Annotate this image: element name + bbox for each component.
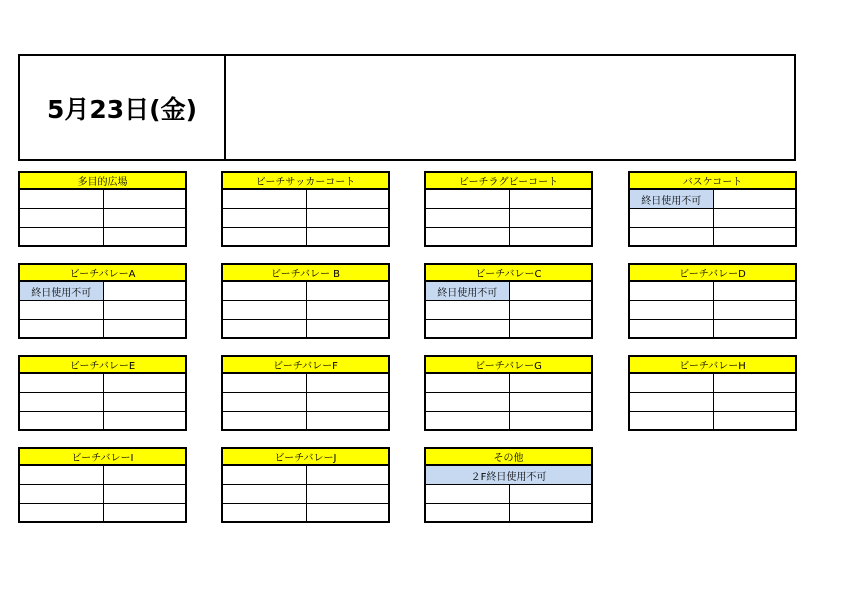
schedule-row [223, 466, 388, 484]
facility-block-beach-volley-f [221, 355, 390, 431]
schedule-cell[interactable] [20, 412, 103, 429]
schedule-row [20, 484, 185, 502]
facility-title: ビーチラグビーコート [426, 173, 591, 190]
facility-block-beach-volley-h [628, 355, 797, 431]
schedule-row [426, 374, 591, 392]
schedule-cell[interactable] [20, 209, 103, 226]
schedule-cell[interactable] [306, 282, 389, 300]
schedule-cell[interactable] [20, 320, 103, 337]
schedule-row [20, 411, 185, 429]
schedule-row [223, 374, 388, 392]
facility-block-beach-volley-c [424, 263, 593, 339]
facility-title: 多目的広場 [20, 173, 185, 190]
schedule-cell[interactable] [630, 301, 713, 318]
facility-title: ビーチバレーE [20, 357, 185, 374]
schedule-cell[interactable] [426, 228, 509, 245]
schedule-cell[interactable] [306, 374, 389, 392]
schedule-row [630, 411, 795, 429]
schedule-cell[interactable] [20, 190, 103, 208]
facility-title: ビーチバレーD [630, 265, 795, 282]
facility-block-beach-volley-b [221, 263, 390, 339]
schedule-cell[interactable] [426, 190, 509, 208]
schedule-row [630, 190, 795, 208]
schedule-cell[interactable] [713, 282, 796, 300]
schedule-cell[interactable] [20, 374, 103, 392]
schedule-cell[interactable] [20, 466, 103, 484]
schedule-cell[interactable] [713, 320, 796, 337]
schedule-row [630, 319, 795, 337]
schedule-cell[interactable] [20, 393, 103, 410]
facility-block-beach-volley-j [221, 447, 390, 523]
schedule-row [20, 208, 185, 226]
schedule-cell[interactable] [20, 504, 103, 521]
schedule-row [20, 503, 185, 521]
schedule-cell[interactable] [103, 412, 186, 429]
facility-block-beach-volley-g [424, 355, 593, 431]
facility-block-beach-volley-e [18, 355, 187, 431]
schedule-cell[interactable] [223, 504, 306, 521]
schedule-cell[interactable] [223, 485, 306, 502]
facility-block-beach-volley-i [18, 447, 187, 523]
unavailable-note: 終日使用不可 [20, 282, 103, 300]
schedule-row [630, 227, 795, 245]
schedule-cell[interactable] [103, 504, 186, 521]
facility-block-basketball [628, 171, 797, 247]
schedule-row [426, 484, 591, 502]
schedule-cell[interactable] [223, 209, 306, 226]
facility-title: ビーチバレーA [20, 265, 185, 282]
schedule-cell[interactable] [103, 374, 186, 392]
schedule-cell[interactable] [306, 504, 389, 521]
schedule-row [223, 300, 388, 318]
schedule-cell[interactable] [509, 228, 592, 245]
schedule-cell[interactable] [426, 393, 509, 410]
schedule-row [426, 503, 591, 521]
schedule-cell[interactable] [713, 190, 796, 208]
facility-title: ビーチバレーH [630, 357, 795, 374]
schedule-cell[interactable] [426, 320, 509, 337]
schedule-row [630, 392, 795, 410]
schedule-cell[interactable] [630, 412, 713, 429]
schedule-cell[interactable] [103, 393, 186, 410]
facility-title: ビーチバレーC [426, 265, 591, 282]
schedule-cell[interactable] [713, 412, 796, 429]
schedule-row [20, 300, 185, 318]
schedule-cell[interactable] [306, 190, 389, 208]
schedule-cell[interactable] [103, 485, 186, 502]
schedule-row [426, 319, 591, 337]
schedule-cell[interactable] [306, 228, 389, 245]
unavailable-note: 終日使用不可 [426, 282, 509, 300]
schedule-row [426, 227, 591, 245]
schedule-row [223, 484, 388, 502]
date-title: 5月23日(金) [20, 56, 226, 159]
facility-title: ビーチバレーG [426, 357, 591, 374]
schedule-cell[interactable] [713, 393, 796, 410]
schedule-cell[interactable] [306, 301, 389, 318]
schedule-cell[interactable] [713, 301, 796, 318]
schedule-row [223, 411, 388, 429]
schedule-row [426, 190, 591, 208]
schedule-cell[interactable] [509, 393, 592, 410]
schedule-row [426, 208, 591, 226]
schedule-cell[interactable] [103, 301, 186, 318]
schedule-cell[interactable] [630, 209, 713, 226]
schedule-cell[interactable] [509, 485, 592, 502]
schedule-cell[interactable] [713, 209, 796, 226]
schedule-cell[interactable] [713, 228, 796, 245]
facility-block-other [424, 447, 593, 523]
schedule-row [223, 503, 388, 521]
day-header [18, 54, 796, 161]
schedule-cell[interactable] [103, 190, 186, 208]
facility-block-tamokuteki [18, 171, 187, 247]
schedule-cell[interactable] [223, 301, 306, 318]
schedule-row [223, 282, 388, 300]
schedule-row [426, 392, 591, 410]
schedule-cell[interactable] [509, 301, 592, 318]
schedule-row [20, 466, 185, 484]
facility-title: ビーチバレーJ [223, 449, 388, 466]
schedule-row [630, 282, 795, 300]
schedule-cell[interactable] [426, 485, 509, 502]
schedule-row [20, 374, 185, 392]
facility-block-beach-soccer [221, 171, 390, 247]
schedule-row [426, 282, 591, 300]
schedule-row [223, 319, 388, 337]
schedule-row [20, 282, 185, 300]
schedule-cell[interactable] [103, 466, 186, 484]
unavailable-note: ２F終日使用不可 [426, 466, 591, 484]
schedule-cell[interactable] [306, 393, 389, 410]
schedule-row [223, 227, 388, 245]
schedule-row [223, 208, 388, 226]
facility-title: ビーチバレーI [20, 449, 185, 466]
facility-title: バスケコート [630, 173, 795, 190]
schedule-row [223, 190, 388, 208]
facility-title: ビーチバレー B [223, 265, 388, 282]
schedule-cell[interactable] [306, 412, 389, 429]
schedule-cell[interactable] [509, 282, 592, 300]
schedule-cell[interactable] [20, 301, 103, 318]
schedule-cell[interactable] [306, 209, 389, 226]
schedule-cell[interactable] [630, 393, 713, 410]
schedule-row [20, 392, 185, 410]
schedule-cell[interactable] [223, 412, 306, 429]
schedule-cell[interactable] [306, 320, 389, 337]
schedule-cell[interactable] [426, 504, 509, 521]
schedule-cell[interactable] [103, 320, 186, 337]
schedule-cell[interactable] [103, 209, 186, 226]
schedule-row [20, 319, 185, 337]
schedule-row [426, 466, 591, 484]
schedule-row [630, 300, 795, 318]
schedule-cell[interactable] [509, 412, 592, 429]
schedule-cell[interactable] [223, 282, 306, 300]
schedule-cell[interactable] [223, 393, 306, 410]
schedule-cell[interactable] [630, 320, 713, 337]
facility-block-beach-volley-a [18, 263, 187, 339]
schedule-cell[interactable] [223, 374, 306, 392]
schedule-cell[interactable] [306, 466, 389, 484]
schedule-cell[interactable] [630, 282, 713, 300]
schedule-row [20, 190, 185, 208]
schedule-cell[interactable] [20, 228, 103, 245]
schedule-cell[interactable] [426, 374, 509, 392]
schedule-cell[interactable] [223, 466, 306, 484]
schedule-cell[interactable] [630, 228, 713, 245]
schedule-cell[interactable] [509, 209, 592, 226]
schedule-cell[interactable] [103, 282, 186, 300]
unavailable-note: 終日使用不可 [630, 190, 713, 208]
facility-title: ビーチサッカーコート [223, 173, 388, 190]
facility-block-beach-rugby [424, 171, 593, 247]
schedule-row [426, 411, 591, 429]
facility-title: その他 [426, 449, 591, 466]
schedule-cell[interactable] [306, 485, 389, 502]
schedule-cell[interactable] [509, 504, 592, 521]
schedule-cell[interactable] [103, 228, 186, 245]
schedule-row [20, 227, 185, 245]
schedule-cell[interactable] [426, 412, 509, 429]
schedule-cell[interactable] [223, 320, 306, 337]
facility-block-beach-volley-d [628, 263, 797, 339]
schedule-cell[interactable] [713, 374, 796, 392]
schedule-cell[interactable] [223, 190, 306, 208]
memo-cell[interactable] [226, 56, 794, 159]
schedule-cell[interactable] [630, 374, 713, 392]
schedule-cell[interactable] [509, 320, 592, 337]
schedule-row [426, 300, 591, 318]
schedule-row [630, 208, 795, 226]
schedule-cell[interactable] [426, 209, 509, 226]
schedule-cell[interactable] [20, 485, 103, 502]
schedule-cell[interactable] [426, 301, 509, 318]
schedule-cell[interactable] [509, 190, 592, 208]
schedule-row [223, 392, 388, 410]
schedule-row [630, 374, 795, 392]
schedule-cell[interactable] [509, 374, 592, 392]
schedule-cell[interactable] [223, 228, 306, 245]
facility-title: ビーチバレーF [223, 357, 388, 374]
